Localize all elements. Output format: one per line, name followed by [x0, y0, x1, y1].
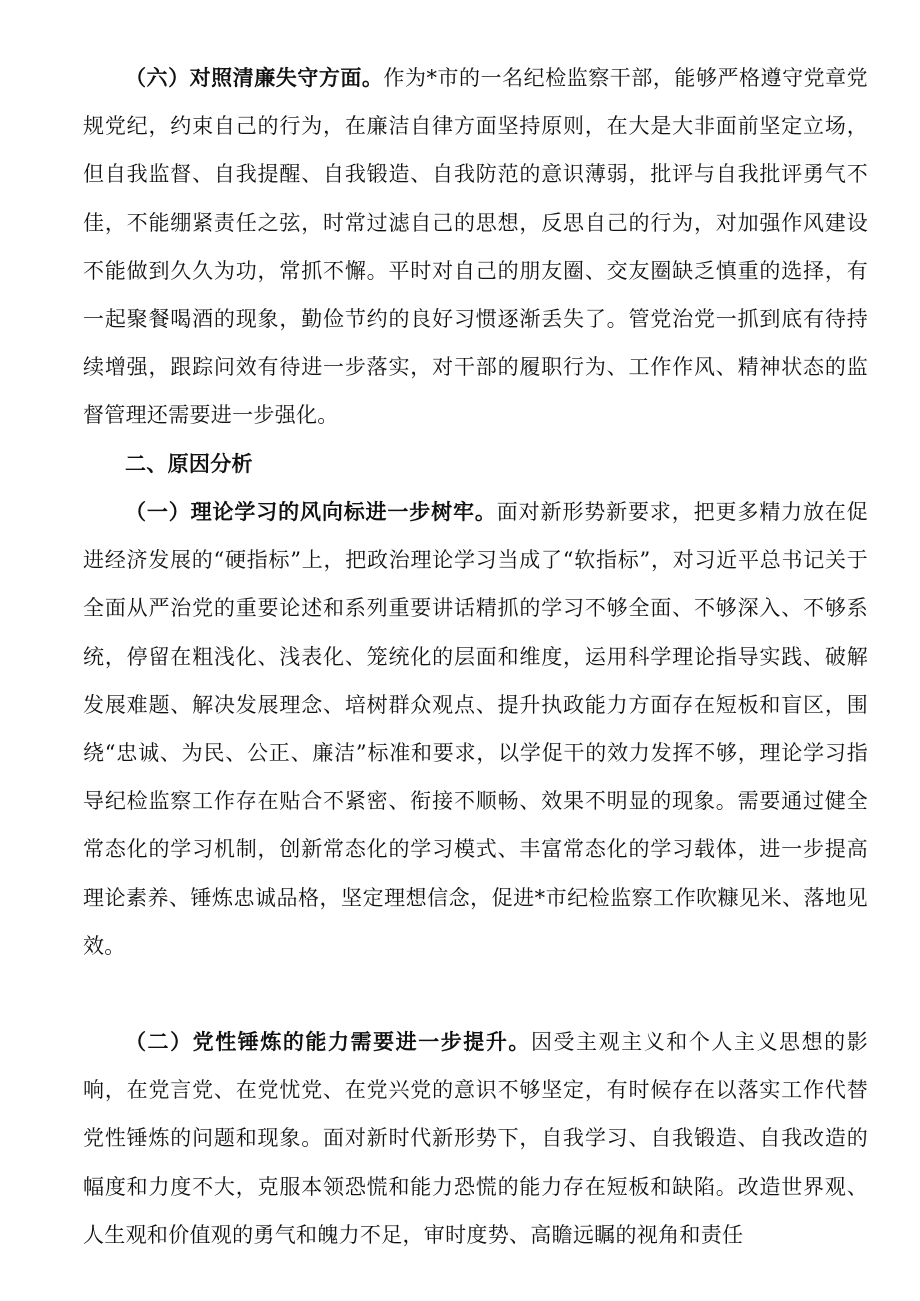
- paragraph-integrity: [83, 54, 868, 440]
- paragraph-lead: （一）理论学习的风向标进一步树牢。: [125, 499, 497, 524]
- paragraph-body: 面对新形势新要求，把更多精力放在促进经济发展的“硬指标”上，把政治理论学习当成了“软指标”，对习近平总书记关于全面从严治党的重要论述和系列重要讲话精抓的学习不够全面、不够深入、不够系统，停留在粗浅化、浅表化、笼统化的层面和维度，运用科学理论指导实践、破解发展难题、解决发展理念、培树群众观点、提升执政能力方面存在短板和盲区，围绕“忠诚、为民、公正、廉洁”标准和要求，以学促干的效力发挥不够，理论学习指导纪检监察工作存在贴合不紧密、衔接不顺畅、效果不明显的现象。需要通过健全常态化的学习机制，创新常态化的学习模式、丰富常态化的学习载体，进一步提高理论素养、锤炼忠诚品格，坚定理想信念，促进*市纪检监察工作吹糠见米、落地见效。: [83, 500, 868, 958]
- section-heading: 二、原因分析: [125, 451, 253, 476]
- paragraph-theory-study: [83, 488, 868, 970]
- paragraph-body: 因受主观主义和个人主义思想的影响，在党言党、在党忧党、在党兴党的意识不够坚定，有时候存在以落实工作代替党性锤炼的问题和现象。面对新时代新形势下，自我学习、自我锻造、自我改造的幅度和力度不大，克服本领恐慌和能力恐慌的能力存在短板和缺陷。改造世界观、人生观和价值观的勇气和魄力不足，审时度势、高瞻远瞩的视角和责任: [83, 1030, 868, 1247]
- paragraph-party-spirit: [83, 1018, 868, 1259]
- paragraph-lead: （二）党性锤炼的能力需要进一步提升。: [125, 1029, 531, 1054]
- paragraph-lead: （六）对照清廉失守方面。: [125, 65, 384, 90]
- paragraph-body: 作为*市的一名纪检监察干部，能够严格遵守党章党规党纪，约束自己的行为，在廉洁自律方面坚持原则，在大是大非面前坚定立场，但自我监督、自我提醒、自我锻造、自我防范的意识薄弱，批评与自我批评勇气不佳，不能绷紧责任之弦，时常过滤自己的思想，反思自己的行为，对加强作风建设不能做到久久为功，常抓不懈。平时对自己的朋友圈、交友圈缺乏慎重的选择，有一起聚餐喝酒的现象，勤俭节约的良好习惯逐渐丢失了。管党治党一抓到底有待持续增强，跟踪问效有待进一步落实，对干部的履职行为、工作作风、精神状态的监督管理还需要进一步强化。: [83, 66, 868, 428]
